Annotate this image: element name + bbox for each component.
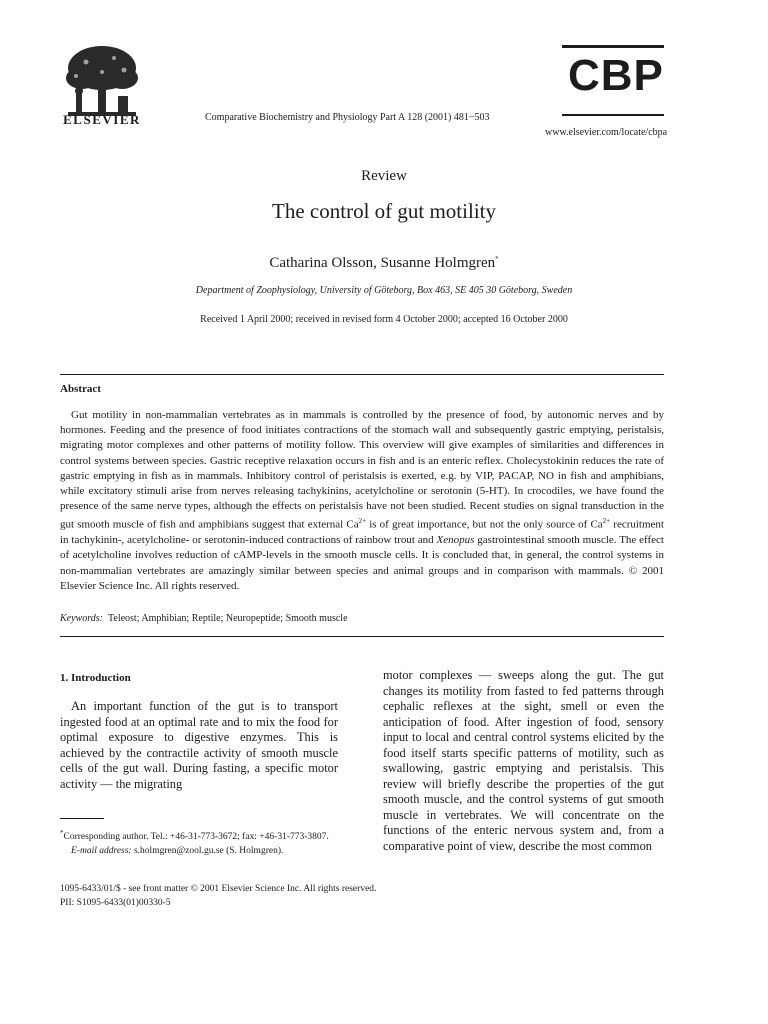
corresponding-author-mark[interactable]: * bbox=[495, 255, 499, 263]
abstract-bottom-rule bbox=[60, 636, 664, 637]
journal-mark-bottom-rule bbox=[562, 114, 664, 116]
abstract-heading: Abstract bbox=[60, 383, 101, 395]
journal-mark: CBP bbox=[568, 51, 664, 100]
right-column bbox=[383, 668, 664, 854]
abstract-text-part: recruitment in tachykinin-, acetylcholine- or serotonin-induced contractions of rainbow trout and bbox=[60, 519, 664, 547]
correspondence-text: Corresponding author. Tel.: +46-31-773-3672; fax: +46-31-773-3807. bbox=[63, 832, 329, 843]
journal-citation: Comparative Biochemistry and Physiology Part A 128 (2001) 481−503 bbox=[205, 112, 490, 123]
footnote bbox=[60, 826, 338, 858]
email-label: E-mail address: bbox=[71, 846, 132, 857]
abstract-text-part: Gut motility in non-mammalian vertebrates as in mammals is controlled by the presence of food, by autonomic nerves and by hormones. Feeding and the presence of food initiates contractions of the stomach wall and subsequently gastric emptying, peristalsis, migrating motor complexes and other patterns of motility follow. This overview will give examples of similarities and differences in control systems between species. Gastric receptive relaxation occurs in fish and is an enteric reflex. Cholecystokinin reduces the rate of gastric emptying in fish as in mammals. Inhibitory control of peristalsis is exerted, e.g. by VIP, PACAP, NO in fish and amphibians, while excitatory stimuli arise from nerves releasing tachykinins, acetylcholine or serotonin (5-HT). In crocodiles, we have found the presence of the same nerve types, although the effects on peristalsis have not been studied. Recent studies on signal transduction in the gut smooth muscle of fish and amphibians suggest that external Ca bbox=[60, 409, 664, 532]
keywords-label: Keywords: bbox=[60, 613, 103, 624]
email-line bbox=[60, 844, 338, 858]
author-names: Catharina Olsson, Susanne Holmgren bbox=[269, 255, 496, 271]
section-heading: 1. Introduction bbox=[60, 672, 131, 684]
article-history-dates: Received 1 April 2000; received in revised form 4 October 2000; accepted 16 October 2000 bbox=[200, 314, 568, 325]
footnote-mark: * bbox=[60, 829, 64, 837]
calcium-superscript: 2+ bbox=[358, 517, 367, 526]
correspondence-note bbox=[60, 826, 338, 844]
abstract-text-part: is of great importance, but not the only source of Ca bbox=[366, 519, 603, 532]
intro-paragraph-left: An important function of the gut is to transport ingested food at an optimal rate and to mix the food for optimal exposure to digestive enzymes. This is achieved by the contractile activity of smooth muscle cells of the gut wall. During fasting, a specific motor activity — the migrating bbox=[60, 699, 338, 791]
abstract-text-part: gastrointestinal smooth muscle. The effect of acetylcholine involves reduction of cAMP-levels in the smooth muscle cells. It is concluded that, in general, the control systems in non-mammalian vertebrates are amazingly similar between species and animal groups and in comparison with mammals. © 2001 Elsevier Science Inc. All rights reserved. bbox=[60, 534, 664, 592]
footnote-rule bbox=[60, 818, 104, 819]
abstract-text bbox=[60, 408, 664, 594]
front-matter bbox=[60, 882, 376, 910]
keywords-values: Teleost; Amphibian; Reptile; Neuropeptide; Smooth muscle bbox=[107, 613, 348, 624]
publisher-name: ELSEVIER bbox=[63, 112, 141, 127]
abstract-top-rule bbox=[60, 374, 664, 375]
journal-url[interactable]: www.elsevier.com/locate/cbpa bbox=[545, 127, 668, 138]
calcium-superscript: 2+ bbox=[602, 517, 611, 526]
affiliation: Department of Zoophysiology, University of Göteborg, Box 463, SE 405 30 Göteborg, Sweden bbox=[195, 285, 573, 296]
authors bbox=[0, 255, 768, 272]
article-type: Review bbox=[361, 168, 407, 184]
keywords bbox=[60, 613, 348, 624]
intro-paragraph-right: motor complexes — sweeps along the gut. The gut changes its motility from fasted to fed patterns through cephalic reflexes at the sight, smell or even the anticipation of food. After ingestion of food, sensory input to local and central control systems elicited by the food itself starts specific patterns of motility, such as swallowing, gastric emptying and peristalsis. This review will briefly describe the properties of the gut smooth muscle, and the control systems of gut smooth muscle in vertebrates. We will concentrate on the functions of the enteric nervous system and, from a comparative point of view, describe the most common bbox=[383, 668, 664, 853]
journal-mark-top-rule bbox=[562, 45, 664, 48]
left-column bbox=[60, 668, 338, 792]
issn-line: 1095-6433/01/$ - see front matter © 2001 Elsevier Science Inc. All rights reserved. bbox=[60, 884, 377, 894]
article-title: The control of gut motility bbox=[272, 199, 496, 223]
email-address[interactable]: s.holmgren@zool.gu.se (S. Holmgren). bbox=[131, 846, 284, 857]
pii-line: PII: S1095-6433(01)00330-5 bbox=[60, 898, 171, 908]
species-name: Xenopus bbox=[436, 534, 475, 547]
